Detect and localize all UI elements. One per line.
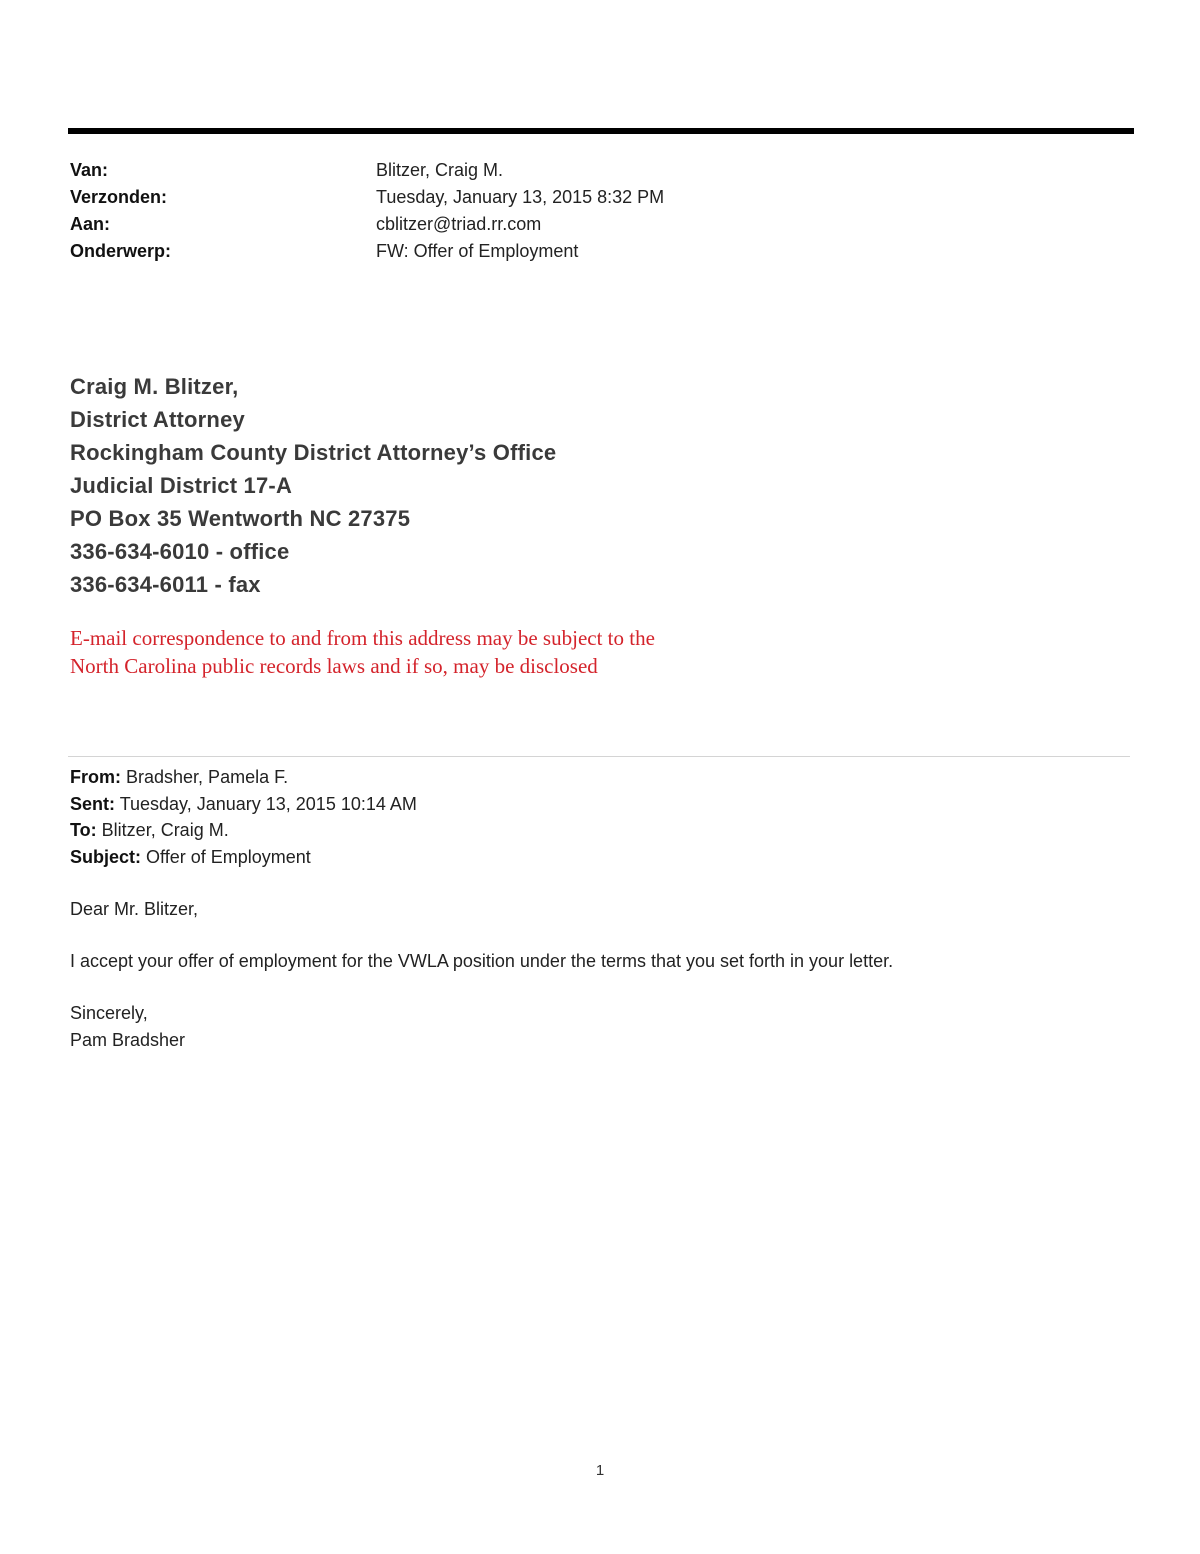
header-value-sent: Tuesday, January 13, 2015 8:32 PM [376, 187, 665, 207]
header-row-sent [70, 184, 970, 211]
original-subject-label: Subject: [70, 846, 142, 867]
closing-sender-name: Pam Bradsher [70, 1029, 186, 1050]
original-subject-value: Offer of Employment [146, 846, 311, 867]
message-divider [68, 756, 1130, 757]
original-to-row [70, 817, 417, 844]
disclaimer-line-2: North Carolina public records laws and if so, may be disclosed [70, 654, 598, 678]
header-row-to [70, 211, 970, 238]
page-number: 1 [595, 1462, 605, 1479]
forward-header [70, 157, 970, 265]
original-from-row [70, 764, 417, 791]
signature-office: Rockingham County District Attorney’s Office [70, 440, 557, 465]
closing-salutation: Sincerely, [70, 1003, 148, 1023]
top-divider-rule [68, 128, 1134, 134]
header-label-to: Aan: [70, 214, 110, 234]
signature-district: Judicial District 17-A [70, 473, 293, 498]
original-sent-row [70, 791, 417, 818]
header-label-subject: Onderwerp: [70, 241, 172, 261]
signature-name: Craig M. Blitzer, [70, 374, 239, 399]
message-closing [70, 1000, 185, 1053]
email-signature [70, 370, 556, 601]
message-paragraph: I accept your offer of employment for the VWLA position under the terms that you set forth in your letter. [70, 951, 894, 971]
header-label-from: Van: [70, 160, 109, 180]
header-row-from [70, 157, 970, 184]
header-value-from: Blitzer, Craig M. [376, 160, 504, 180]
header-label-sent: Verzonden: [70, 187, 168, 207]
original-subject-row [70, 844, 417, 871]
original-sent-label: Sent: [70, 793, 115, 814]
signature-fax: 336-634-6011 - fax [70, 572, 261, 597]
public-records-disclaimer [70, 624, 830, 680]
signature-address: PO Box 35 Wentworth NC 27375 [70, 506, 411, 531]
original-from-value: Bradsher, Pamela F. [126, 767, 289, 787]
original-from-label: From: [70, 767, 121, 787]
original-to-label: To: [70, 820, 97, 840]
signature-title: District Attorney [70, 407, 245, 432]
signature-phone: 336-634-6010 - office [70, 539, 290, 564]
message-greeting: Dear Mr. Blitzer, [70, 899, 199, 919]
header-row-subject [70, 238, 970, 265]
original-sent-value: Tuesday, January 13, 2015 10:14 AM [119, 793, 417, 814]
original-to-value: Blitzer, Craig M. [101, 820, 229, 840]
header-value-subject: FW: Offer of Employment [376, 241, 579, 261]
original-message-header [70, 764, 417, 870]
header-value-to[interactable]: cblitzer@triad.rr.com [376, 214, 542, 234]
disclaimer-line-1: E-mail correspondence to and from this address may be subject to the [70, 626, 655, 650]
